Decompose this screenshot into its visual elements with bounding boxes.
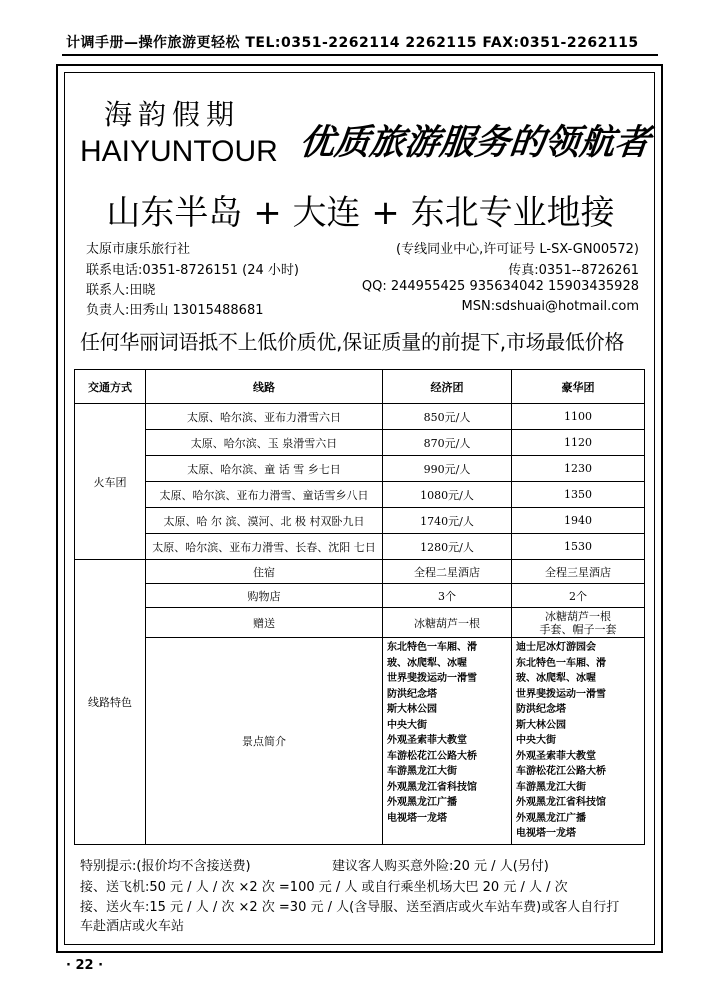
- gift-luxury-line: 冰糖葫芦一根: [545, 609, 611, 623]
- gift-luxury: [512, 608, 645, 638]
- spot-item: 世界斐拨运动一滑雪: [387, 673, 477, 684]
- note-airport-transfer: 接、送飞机:50 元 / 人 / 次 ×2 次 =100 元 / 人 或自行乘坐机场大巴 20 元 / 人 / 次: [80, 880, 568, 895]
- spot-item: 外观圣索菲大教堂: [387, 735, 467, 746]
- spot-item: 迪士尼冰灯游园会: [516, 642, 596, 653]
- route-name: 太原、哈尔滨、玉 泉滑雪六日: [146, 430, 383, 456]
- route-economy-price: 1740元/人: [383, 508, 512, 534]
- route-name: 太原、哈尔滨、亚布力滑雪、童话雪乡八日: [146, 482, 383, 508]
- page-number: · 22 ·: [66, 958, 104, 973]
- spot-item: 中央大街: [516, 735, 556, 746]
- table-row: [75, 404, 645, 430]
- header-transport: 交通方式: [75, 370, 146, 404]
- shopping-luxury: 2个: [512, 584, 645, 608]
- spots-luxury-list: [512, 638, 645, 845]
- route-economy-price: 870元/人: [383, 430, 512, 456]
- agency-qq: QQ: 244955425 935634042 15903435928: [361, 279, 639, 294]
- hotel-economy: 全程二星酒店: [383, 560, 512, 584]
- agency-manager: 负责人:田秀山 13015488681: [86, 303, 264, 318]
- route-economy-price: 1080元/人: [383, 482, 512, 508]
- agency-license: (专线同业中心,许可证号 L-SX-GN00572): [396, 242, 639, 257]
- header-luxury: 豪华团: [512, 370, 645, 404]
- hotel-label: 住宿: [146, 560, 383, 584]
- spot-item: 外观圣索菲大教堂: [516, 750, 596, 762]
- spot-item: 防洪纪念塔: [516, 704, 566, 715]
- route-economy-price: 850元/人: [383, 404, 512, 430]
- header-route: 线路: [146, 370, 383, 404]
- table-row-gift: [75, 608, 645, 638]
- agency-phone: 联系电话:0351-8726151 (24 小时): [86, 263, 300, 278]
- shopping-economy: 3个: [383, 584, 512, 608]
- table-row: [75, 534, 645, 560]
- spot-item: 东北特色一车厢、滑: [516, 657, 606, 669]
- spots-economy-list: [383, 638, 512, 845]
- route-economy-price: 990元/人: [383, 456, 512, 482]
- note-insurance: 建议客人购买意外险:20 元 / 人(另付): [332, 859, 549, 874]
- spot-item: 车游松花江公路大桥: [387, 750, 477, 762]
- gift-luxury-line: 手套、帽子一套: [539, 622, 617, 636]
- headline: 山东半岛 + 大连 + 东北专业地接: [106, 193, 615, 233]
- spot-item: 东北特色一车厢、滑: [387, 642, 477, 653]
- route-luxury-price: 1230: [512, 456, 645, 482]
- features-label: 线路特色: [75, 560, 146, 845]
- brand-name-en: HAIYUNTOUR: [80, 135, 278, 168]
- spot-item: 世界斐拨运动一滑雪: [516, 688, 606, 700]
- spot-item: 玻、冰爬犁、冰喔: [516, 673, 596, 684]
- agency-msn: MSN:sdshuai@hotmail.com: [461, 299, 639, 314]
- spot-item: 外观黑龙江省科技馆: [516, 797, 606, 808]
- shopping-label: 购物店: [146, 584, 383, 608]
- gift-label: 赠送: [146, 608, 383, 638]
- table-row: [75, 430, 645, 456]
- price-table: [74, 369, 645, 845]
- spot-item: 车游黑龙江大街: [516, 781, 586, 793]
- page-header: 计调手册—操作旅游更轻松 TEL:0351-2262114 2262115 FAX:0351-2262115: [66, 35, 639, 51]
- spot-item: 玻、冰爬犁、冰喔: [387, 657, 467, 669]
- spot-item: 车游黑龙江大街: [387, 766, 457, 777]
- header-economy: 经济团: [383, 370, 512, 404]
- spot-item: 外观黑龙江省科技馆: [387, 781, 477, 793]
- route-luxury-price: 1940: [512, 508, 645, 534]
- spot-item: 中央大街: [387, 719, 427, 731]
- spot-item: 斯大林公园: [387, 704, 437, 715]
- gift-economy: 冰糖葫芦一根: [383, 608, 512, 638]
- table-row-hotel: [75, 560, 645, 584]
- note-special: 特别提示:(报价均不含接送费): [80, 859, 251, 874]
- table-row: [75, 456, 645, 482]
- tagline: 任何华丽词语抵不上低价质优,保证质量的前提下,市场最低价格: [80, 330, 625, 354]
- route-name: 太原、哈 尔 滨、漠河、北 极 村双卧九日: [146, 508, 383, 534]
- agency-name: 太原市康乐旅行社: [86, 242, 191, 257]
- agency-contact: 联系人:田晓: [86, 283, 156, 298]
- spots-label: 景点简介: [146, 638, 383, 845]
- train-label: 火车团: [75, 404, 146, 560]
- route-luxury-price: 1530: [512, 534, 645, 560]
- route-name: 太原、哈尔滨、童 话 雪 乡七日: [146, 456, 383, 482]
- table-row-spots: [75, 638, 645, 845]
- route-luxury-price: 1350: [512, 482, 645, 508]
- table-header-row: [75, 370, 645, 404]
- note-train-transfer: 接、送火车:15 元 / 人 / 次 ×2 次 =30 元 / 人(含导服、送至酒店或火车站车费)或客人自行打: [80, 900, 620, 915]
- agency-fax: 传真:0351--8726261: [508, 263, 639, 278]
- table-row: [75, 508, 645, 534]
- hotel-luxury: 全程三星酒店: [512, 560, 645, 584]
- spot-item: 电视塔一龙塔: [516, 828, 576, 839]
- spot-item: 车游松花江公路大桥: [516, 766, 606, 777]
- note-train-transfer-cont: 车赴酒店或火车站: [80, 919, 185, 934]
- spot-item: 外观黑龙江广播: [516, 812, 586, 824]
- table-row: [75, 482, 645, 508]
- spot-item: 防洪纪念塔: [387, 688, 437, 700]
- route-luxury-price: 1100: [512, 404, 645, 430]
- header-rule: [62, 54, 658, 56]
- spot-item: 外观黑龙江广播: [387, 797, 457, 808]
- table-row-shopping: [75, 584, 645, 608]
- route-name: 太原、哈尔滨、亚布力滑雪、长春、沈阳 七日: [146, 534, 383, 560]
- spot-item: 电视塔一龙塔: [387, 812, 447, 824]
- brand-slogan: 优质旅游服务的领航者: [297, 122, 652, 163]
- brand-name-cn: 海韵假期: [104, 98, 241, 131]
- spot-item: 斯大林公园: [516, 719, 566, 731]
- route-economy-price: 1280元/人: [383, 534, 512, 560]
- route-luxury-price: 1120: [512, 430, 645, 456]
- route-name: 太原、哈尔滨、亚布力滑雪六日: [146, 404, 383, 430]
